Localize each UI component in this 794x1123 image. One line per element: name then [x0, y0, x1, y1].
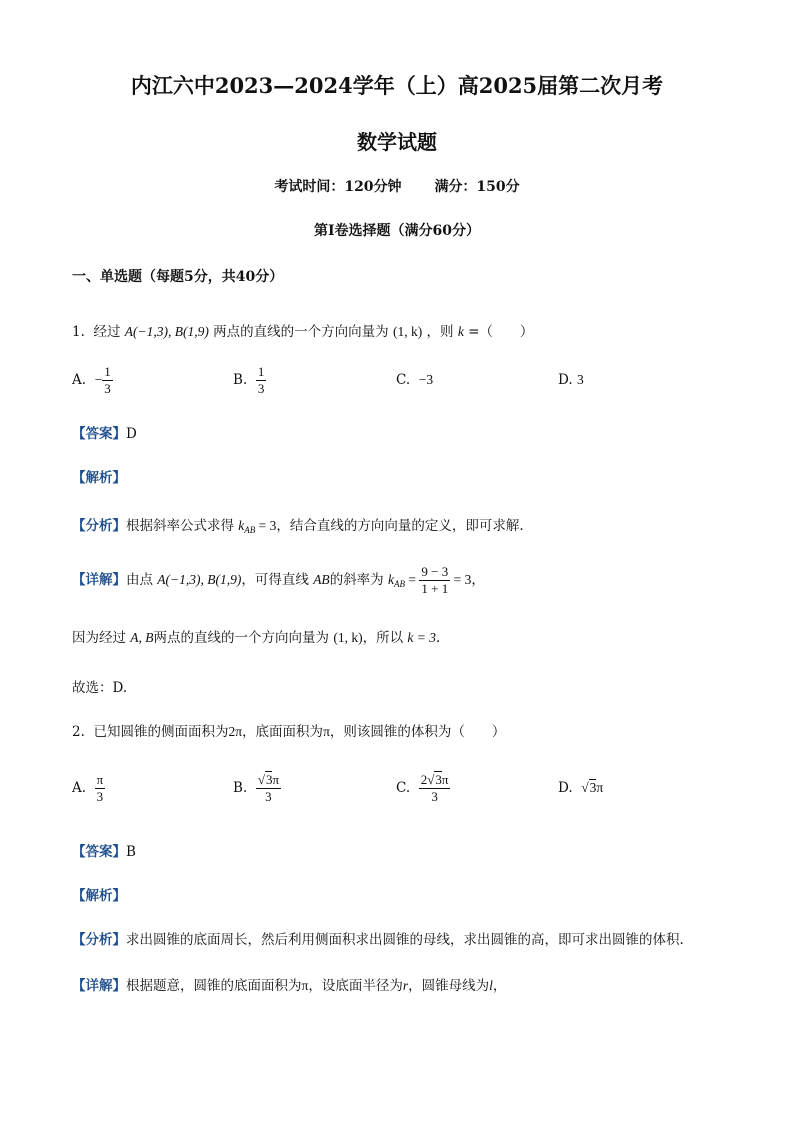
- q1-option-a: A. − $\frac{1}{3}$: [72, 364, 111, 396]
- q2-fenxi: 【分析】求出圆锥的底面周长，然后利用侧面积求出圆锥的母线，求出圆锥的高，即可求出圆锥的体积.: [72, 932, 684, 948]
- q1-xiangjie: 【详解】由点 A(−1,3), B(1,9)，可得直线 AB的斜率为 $k_{AB}$ = $\frac{9 - 3}{1 + 1}$ = 3，: [72, 564, 485, 596]
- document-subtitle: 数学试题: [357, 130, 437, 154]
- q2-option-a: A. $\frac{\pi}{3}$: [72, 772, 104, 804]
- q2-answer: 【答案】B: [72, 844, 136, 860]
- q1-stem: 1. 经过 A(−1,3), B(1,9) 两点的直线的一个方向向量为 (1, k) ，则 k =（ ）: [72, 324, 534, 340]
- q1-option-b: B. $\frac{1}{3}$: [233, 364, 265, 396]
- exam-meta: [0, 176, 794, 196]
- q2-option-b: B. $\frac{√3\pi}{3}$: [233, 772, 280, 804]
- fraction: $\frac{\pi}{3}$: [96, 772, 104, 804]
- q1-fenxi: 【分析】根据斜率公式求得 $k_{AB} = 3$，结合直线的方向向量的定义，即可求解.: [72, 518, 524, 535]
- q1-choose: 故选：D.: [72, 680, 128, 696]
- fraction: $\frac{1}{3}$: [257, 364, 265, 396]
- section-heading: 一、单选题（每题5分，共40分）: [72, 269, 284, 285]
- fraction: $\frac{√3\pi}{3}$: [257, 772, 280, 804]
- q1-line2: 因为经过 A, B两点的直线的一个方向向量为 (1, k)，所以 k = 3.: [72, 630, 441, 646]
- q2-option-d: D. √3π: [558, 780, 604, 796]
- full-score: 满分：150分: [434, 179, 520, 195]
- part-heading: 第I卷选择题（满分60分）: [313, 223, 481, 239]
- q2-xiangjie: 【详解】根据题意，圆锥的底面面积为π，设底面半径为r，圆锥母线为l，: [72, 978, 507, 994]
- fraction: $\frac{1}{3}$: [104, 364, 111, 396]
- exam-time: 考试时间：120分钟: [274, 179, 402, 195]
- q1-answer: 【答案】D: [72, 426, 137, 442]
- q2-analysis-tag: 【解析】: [72, 888, 126, 904]
- q2-option-c: C. $\frac{2√3\pi}{3}$: [396, 772, 449, 804]
- q1-analysis-tag: 【解析】: [72, 470, 126, 486]
- q2-stem: 2. 已知圆锥的侧面面积为2π，底面面积为π，则该圆锥的体积为（ ）: [72, 724, 506, 740]
- q1-option-c: C. −3: [396, 372, 434, 388]
- fraction: $\frac{9 - 3}{1 + 1}$: [421, 564, 449, 596]
- document-title: 内江六中2023—2024学年（上）高2025届第二次月考: [130, 73, 664, 98]
- q1-option-d: D. 3: [558, 372, 584, 388]
- fraction: $\frac{2√3\pi}{3}$: [420, 772, 449, 804]
